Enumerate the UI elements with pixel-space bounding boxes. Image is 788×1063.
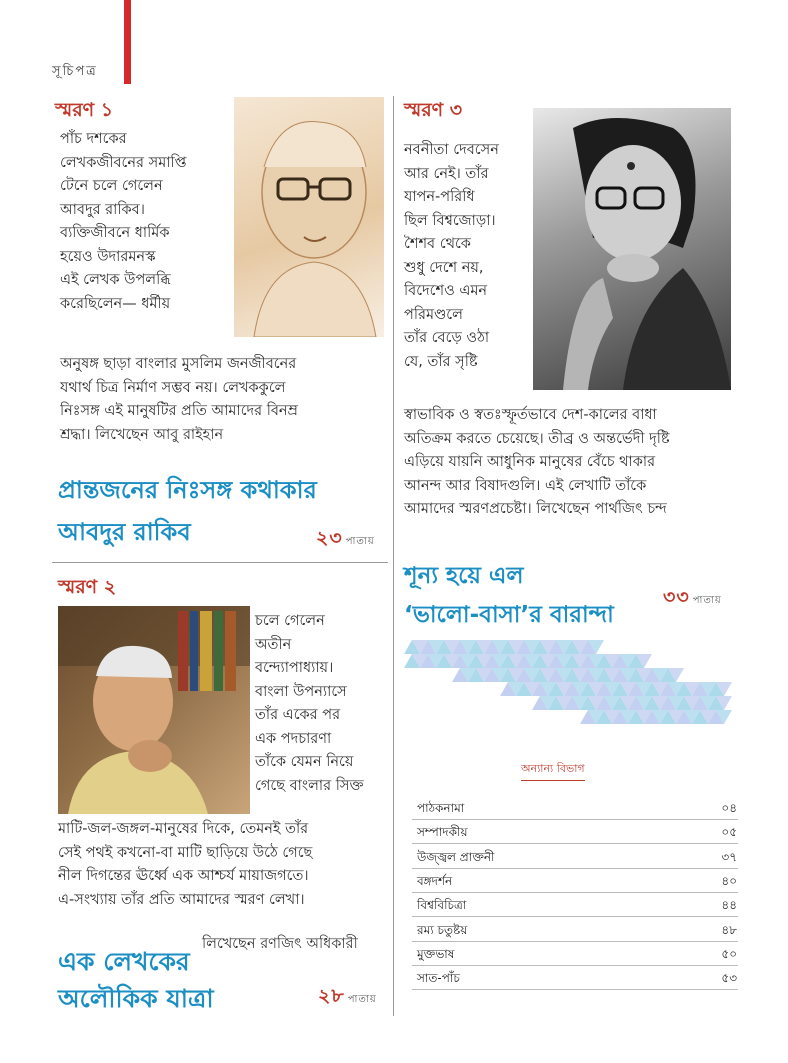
article-3-line: ছিল বিশ্বজোড়া। xyxy=(404,212,496,229)
article-divider xyxy=(52,562,388,563)
toc-row-page: ০৫ xyxy=(721,825,737,840)
article-1-author: আবু রাইহান xyxy=(153,426,224,443)
article-3-wrapped-text xyxy=(404,139,534,374)
article-3-title-line-2[interactable]: ‘ভালো-বাসা’র বারান্দা xyxy=(404,602,614,628)
toc-row-label: রম্য চতুষ্টয় xyxy=(417,922,468,937)
article-2-author: রণজিৎ অধিকারী xyxy=(260,936,358,952)
article-1-title-line-2[interactable]: আবদুর রাকিব xyxy=(58,518,191,546)
article-2-page-number: ২৮ xyxy=(318,985,345,1007)
article-3-line: শৈশব থেকে xyxy=(404,236,471,252)
article-3-page-number: ৩৩ xyxy=(663,586,690,608)
toc-row-divider xyxy=(412,819,738,820)
toc-row-label: উজ্জ্বল প্রাক্তনী xyxy=(417,849,495,864)
article-2-line: গেছে বাংলার সিক্ত xyxy=(255,777,364,794)
toc-row-label: বঙ্গদর্শন xyxy=(417,873,453,888)
article-1-line: পাঁচ দশকের xyxy=(60,131,127,147)
article-1-line: করেছিলেন— ধর্মীয় xyxy=(60,295,171,312)
article-3-line: অতিক্রম করতে চেয়েছে। তীব্র ও অন্তর্ভেদী দৃষ্টি xyxy=(404,430,670,447)
article-3-page-label: পাতায় xyxy=(692,595,722,606)
article-2-title-line-2[interactable]: অলৌকিক যাত্রা xyxy=(58,984,214,1013)
toc-row-divider xyxy=(412,965,738,966)
article-2-line: চলে গেলেন xyxy=(255,613,325,629)
article-3-page-ref[interactable] xyxy=(663,583,722,615)
toc-row-divider xyxy=(412,892,738,893)
article-2-title-line-1[interactable]: এক লেখকের xyxy=(58,947,190,976)
article-2-full-text xyxy=(58,818,390,912)
article-2-line: সেই পথই কখনো-বা মাটি ছাড়িয়ে উঠে গেছে xyxy=(58,844,313,861)
toc-row[interactable] xyxy=(417,849,737,873)
article-1-line: ব্যক্তিজীবনে ধার্মিক xyxy=(60,225,170,241)
article-2-line: নীল দিগন্তের ঊর্ধ্বে এক আশ্চর্য মায়াজগতে। xyxy=(58,868,309,884)
triangle-pattern-decoration xyxy=(404,640,732,735)
article-1-line: হয়েও উদারমনস্ক xyxy=(60,248,156,265)
section-header: সূচিপত্র xyxy=(52,64,98,79)
article-2-line: মাটি-জল-জঙ্গল-মানুষের দিকে, তেমনই তাঁর xyxy=(58,821,309,837)
article-1-heading: স্মরণ ১ xyxy=(55,99,114,121)
article-3-line: আনন্দ আর বিষাদগুলি। এই লেখাটি তাঁকে xyxy=(404,477,647,494)
article-3-line: বিদেশেও এমন xyxy=(404,283,488,299)
article-1-line: টেনে চলে গেলেন xyxy=(60,178,163,194)
article-2-line: অতীন xyxy=(255,636,292,653)
article-2-line: বন্দ্যোপাধ্যায়। xyxy=(255,660,334,676)
toc-row-page: ৪৪ xyxy=(721,898,737,913)
other-sections-heading: অন্যান্য বিভাগ xyxy=(521,760,585,781)
toc-row[interactable] xyxy=(417,897,737,921)
toc-row-divider xyxy=(412,989,738,990)
article-2-wrapped-text xyxy=(255,610,390,798)
header-red-bar xyxy=(124,0,131,84)
article-2-page-ref[interactable] xyxy=(318,982,377,1014)
article-1-wrapped-text xyxy=(60,128,240,316)
triangle-mosaic-icon xyxy=(404,640,732,735)
toc-row-label: বিশ্ববিচিত্রা xyxy=(417,898,467,913)
toc-row[interactable] xyxy=(417,946,737,970)
toc-row[interactable] xyxy=(417,800,737,824)
article-2-line: তাঁর একের পর xyxy=(255,707,341,723)
article-1-page-label: পাতায় xyxy=(345,536,375,547)
toc-row-label: সাত-পাঁচ xyxy=(417,971,460,986)
article-3-author: পার্থজিৎ চন্দ xyxy=(594,501,667,517)
article-1-line: লেখকজীবনের সমাপ্তি xyxy=(60,154,187,171)
article-1-line: এই লেখক উপলব্ধি xyxy=(60,272,171,288)
article-2-heading: স্মরণ ২ xyxy=(58,576,117,598)
article-1-page-ref[interactable] xyxy=(316,524,375,556)
article-3-line: শুধু দেশে নয়, xyxy=(404,259,484,276)
article-1-line: নিঃসঙ্গ এই মানুষটির প্রতি আমাদের বিনম্র xyxy=(60,403,298,419)
portrait-bw-icon xyxy=(533,108,731,390)
toc-row-divider xyxy=(412,941,738,942)
article-3-line: এড়িয়ে যায়নি আধুনিক মানুষের বেঁচে থাকার xyxy=(404,454,656,470)
toc-row-page: ৫০ xyxy=(721,946,737,961)
article-3-line: যাপন-পরিধি xyxy=(404,189,475,205)
article-2-line: এক পদচারণা xyxy=(255,730,332,747)
toc-row-label: পাঠকনামা xyxy=(417,801,465,815)
toc-row-page: ৫৩ xyxy=(721,971,737,986)
article-1-line: আবদুর রাকিব। xyxy=(60,201,145,218)
toc-row-page: ৩৭ xyxy=(721,849,737,864)
article-3-line: স্বাভাবিক ও স্বতঃস্ফূর্তভাবে দেশ-কালের বাধা xyxy=(404,407,657,423)
article-1-full-text xyxy=(60,353,390,447)
atin-bandyopadhyay-photo xyxy=(58,606,250,814)
toc-row-divider xyxy=(412,843,738,844)
article-2-byline: লিখেছেন xyxy=(202,936,256,952)
article-3-line: পরিমণ্ডলে xyxy=(404,306,463,323)
article-2-byline-row xyxy=(202,933,358,957)
toc-row-page: ৪৮ xyxy=(721,922,737,937)
toc-row-page: ৪০ xyxy=(721,873,737,888)
article-3-byline: আমাদের স্মরণপ্রচেষ্টা। লিখেছেন xyxy=(404,501,590,517)
nabaneeta-dev-sen-photo xyxy=(533,108,731,390)
article-3-full-text xyxy=(404,404,734,522)
article-2-page-label: পাতায় xyxy=(347,994,377,1005)
toc-row[interactable] xyxy=(417,873,737,897)
article-1-line: অনুষঙ্গ ছাড়া বাংলার মুসলিম জনজীবনের xyxy=(60,356,297,372)
toc-row-divider xyxy=(412,868,738,869)
toc-row-divider xyxy=(412,916,738,917)
article-2-line: তাঁকে যেমন নিয়ে xyxy=(255,754,354,770)
toc-row-label: সম্পাদকীয় xyxy=(417,825,468,840)
article-3-line: নবনীতা দেবসেন xyxy=(404,142,499,158)
toc-row[interactable] xyxy=(417,922,737,946)
article-3-heading: স্মরণ ৩ xyxy=(404,99,463,121)
portrait-sketch-icon xyxy=(234,97,384,337)
article-2-line: বাংলা উপন্যাসে xyxy=(255,683,347,700)
column-divider xyxy=(393,96,394,1016)
article-2-line: এ-সংখ্যায় তাঁর প্রতি আমাদের স্মরণ লেখা। xyxy=(58,891,305,908)
article-1-byline: শ্রদ্ধা। লিখেছেন xyxy=(60,426,149,443)
article-1-title-line-1[interactable]: প্রান্তজনের নিঃসঙ্গ কথাকার xyxy=(58,476,317,504)
article-3-title-line-1[interactable]: শূন্য হয়ে এল xyxy=(404,563,524,589)
article-3-line: তাঁর বেড়ে ওঠা xyxy=(404,330,490,346)
portrait-photo-icon xyxy=(58,606,250,814)
toc-row-label: মুক্তভাষ xyxy=(417,946,455,961)
article-1-line: যথার্থ চিত্র নির্মাণ সম্ভব নয়। লেখককুলে xyxy=(60,379,286,396)
toc-row-page: ০৪ xyxy=(721,801,737,815)
toc-row[interactable] xyxy=(417,824,737,848)
article-3-line: যে, তাঁর সৃষ্টি xyxy=(404,353,478,370)
abdur-rakib-portrait xyxy=(234,97,384,337)
article-1-page-number: ২৩ xyxy=(316,527,343,549)
toc-row[interactable] xyxy=(417,970,737,994)
article-3-line: আর নেই। তাঁর xyxy=(404,165,489,182)
